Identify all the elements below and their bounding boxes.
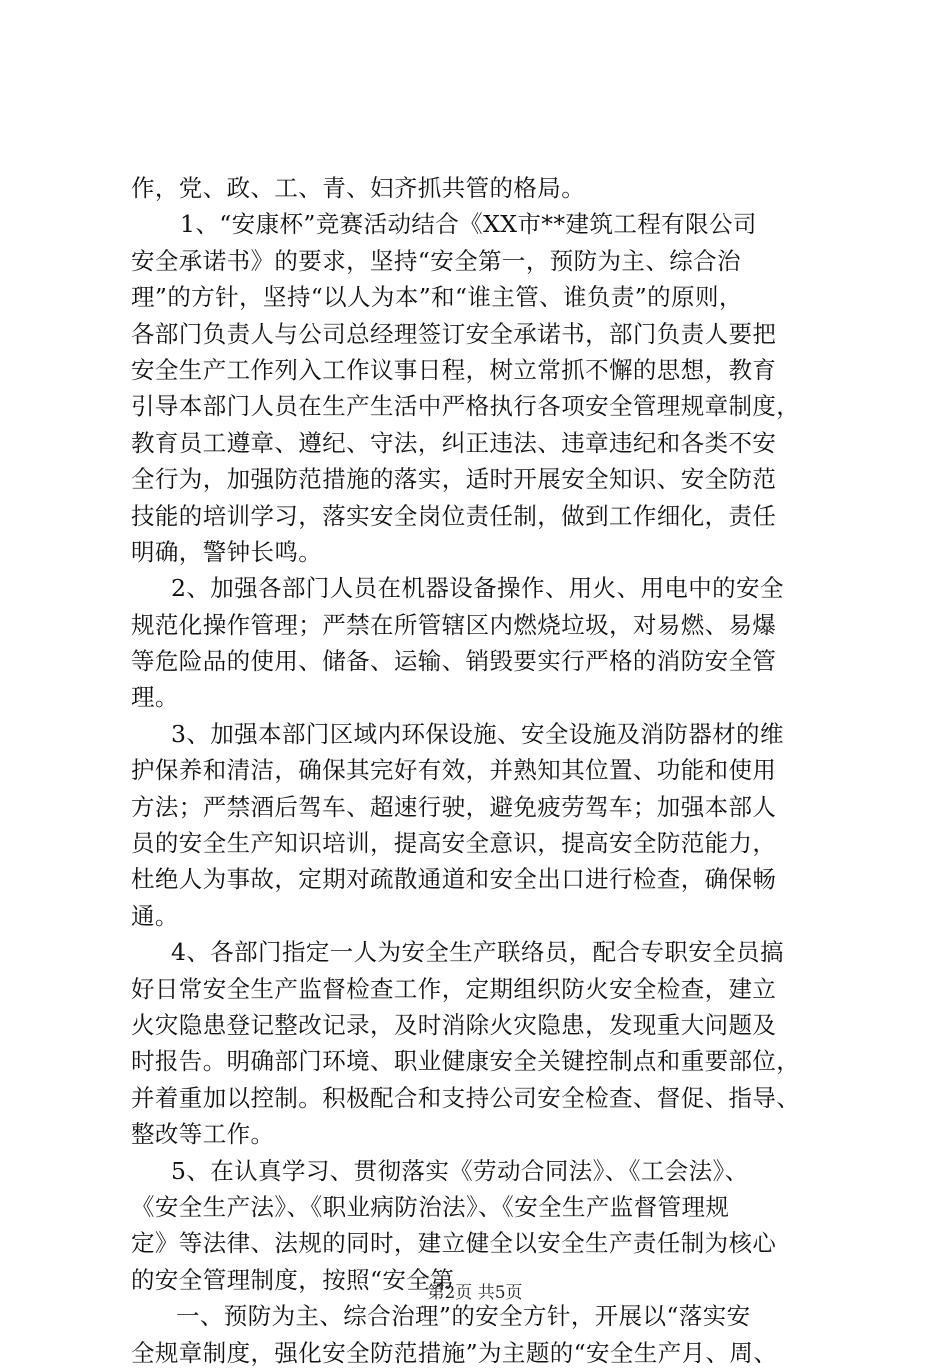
text-line: 定》等法律、法规的同时，建立健全以安全生产责任制为核心: [131, 1229, 777, 1258]
text-line: 《安全生产法》、《职业病防治法》、《安全生产监督管理规: [131, 1192, 730, 1221]
text-line: 技能的培训学习，落实安全岗位责任制，做到工作细化，责任: [131, 501, 777, 530]
text-line: 2、加强各部门人员在机器设备操作、用火、用电中的安全: [171, 574, 784, 603]
text-line: 教育员工遵章、遵纪、守法，纠正违法、违章违纪和各类不安: [131, 428, 777, 457]
text-line: 时报告。明确部门环境、职业健康安全关键控制点和重要部位，: [131, 1047, 801, 1076]
text-line: 杜绝人为事故，定期对疏散通道和安全出口进行检查，确保畅: [131, 865, 777, 894]
text-line: 安全生产工作列入工作议事日程，树立常抓不懈的思想，教育: [131, 355, 777, 384]
text-line: 并着重加以控制。积极配合和支持公司安全检查、督促、指导、: [131, 1083, 801, 1112]
text-line: 火灾隐患登记整改记录，及时消除火灾隐患，发现重大问题及: [131, 1010, 777, 1039]
text-line: 5、在认真学习、贯彻落实《劳动合同法》、《工会法》、: [171, 1156, 749, 1185]
text-line: 好日常安全生产监督检查工作，定期组织防火安全检查，建立: [131, 974, 777, 1003]
text-line: 通。: [131, 901, 179, 930]
text-line: 一、预防为主、综合治理”的安全方针，开展以“落实安: [176, 1302, 751, 1331]
text-line: 明确，警钟长鸣。: [131, 537, 323, 566]
text-line: 理。: [131, 683, 179, 712]
text-line: 等危险品的使用、储备、运输、销毁要实行严格的消防安全管: [131, 647, 777, 676]
text-line: 3、加强本部门区域内环保设施、安全设施及消防器材的维: [171, 719, 784, 748]
text-line: 护保养和清洁，确保其完好有效，并熟知其位置、功能和使用: [131, 756, 777, 785]
page-number-footer: 第2页 共5页: [427, 1283, 523, 1303]
text-line: 作，党、政、工、青、妇齐抓共管的格局。: [131, 174, 586, 202]
text-line: 全行为，加强防范措施的落实，适时开展安全知识、安全防范: [131, 465, 777, 494]
text-line: 全规章制度，强化安全防范措施”为主题的“安全生产月、周、: [131, 1338, 778, 1367]
text-line: 安全承诺书》的要求，坚持“安全第一，预防为主、综合治: [131, 246, 741, 275]
text-line: 理”的方针，坚持“以人为本”和“谁主管、谁负责”的原则，: [131, 283, 743, 312]
text-line: 员的安全生产知识培训，提高安全意识，提高安全防范能力，: [131, 829, 777, 858]
text-line: 4、各部门指定一人为安全生产联络员，配合专职安全员搞: [171, 938, 784, 967]
text-line: 的安全管理制度，按照“安全第: [131, 1265, 455, 1294]
text-line: 引导本部门人员在生产生活中严格执行各项安全管理规章制度，: [131, 392, 801, 421]
text-line: 规范化操作管理；严禁在所管辖区内燃烧垃圾，对易燃、易爆: [131, 610, 777, 639]
text-line: 1、“安康杯”竞赛活动结合《XX市**建筑工程有限公司: [180, 210, 757, 239]
text-line: 方法；严禁酒后驾车、超速行驶，避免疲劳驾车；加强本部人: [131, 792, 777, 821]
text-line: 各部门负责人与公司总经理签订安全承诺书，部门负责人要把: [131, 319, 777, 348]
text-line: 整改等工作。: [131, 1120, 275, 1149]
document-body: [131, 170, 831, 1371]
